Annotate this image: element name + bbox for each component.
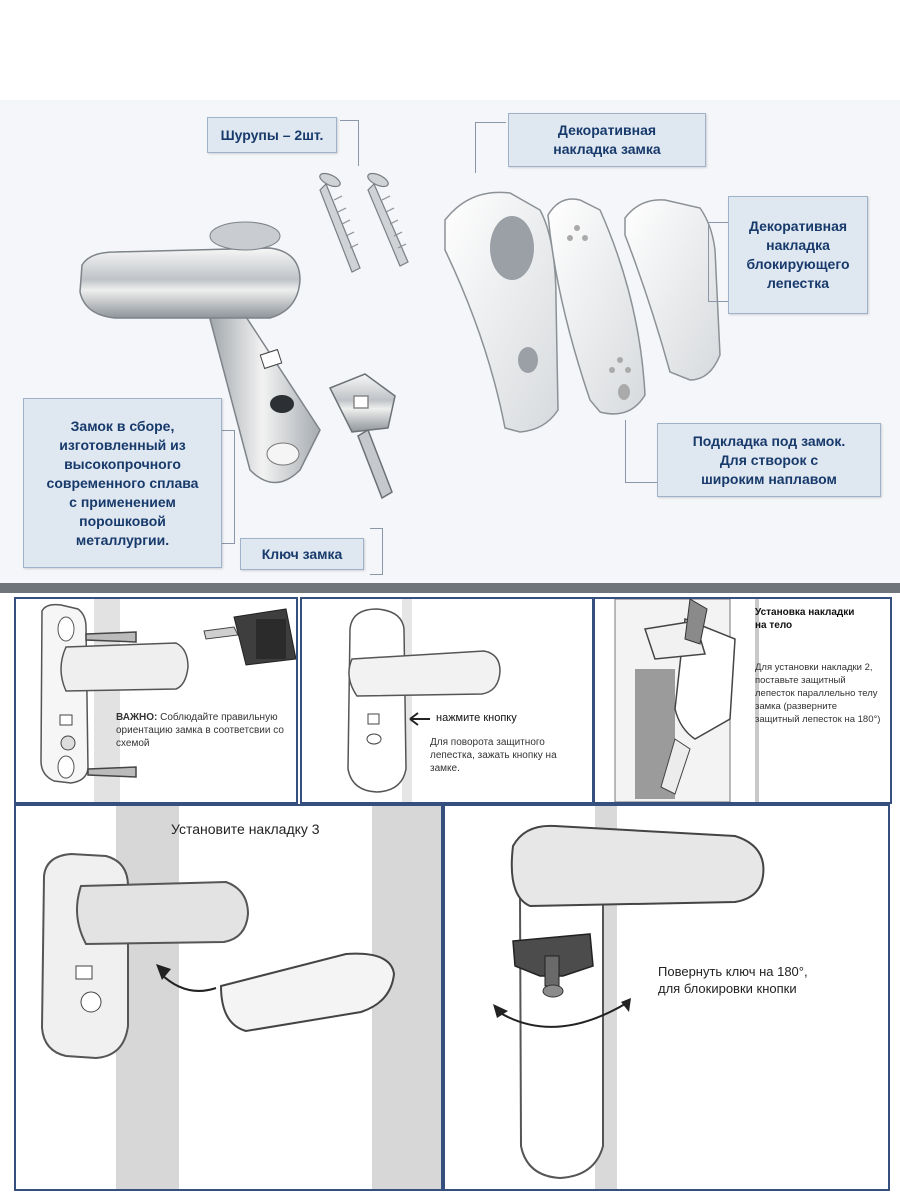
callout-key xyxy=(240,538,364,570)
callout-lock-assembly-text: Замок в сборе, изготовленный из высокопрочного современного сплава с применением порошковой металлургии. xyxy=(46,417,199,548)
step-panel-5 xyxy=(443,804,890,1191)
callout-screws-text: Шурупы – 2шт. xyxy=(220,126,324,143)
leader-screws xyxy=(340,120,359,166)
section-divider xyxy=(0,583,900,593)
lock-spindle-shape xyxy=(210,222,280,250)
step4-illustration xyxy=(16,806,441,1189)
step3-title: Установка накладки на тело xyxy=(755,607,855,631)
step2-description: Для поворота защитного лепестка, зажать кнопку на замке. xyxy=(430,737,557,774)
leader-petal xyxy=(708,222,729,302)
key-drawing xyxy=(330,374,395,498)
step1-illustration xyxy=(16,599,296,802)
step-panel-3 xyxy=(593,597,892,804)
callout-lock-assembly xyxy=(23,398,222,568)
callout-underlay xyxy=(657,423,881,497)
deco-lock-cover-drawing xyxy=(445,192,558,432)
leader-lock xyxy=(222,430,235,544)
callout-deco-lock-cover-text: Декоративная накладка замка xyxy=(553,122,661,157)
callout-underlay-text: Подкладка под замок. Для створок с широким наплавом xyxy=(692,432,846,487)
leader-key xyxy=(370,528,383,575)
callout-deco-petal-cover-text: Декоративная накладка блокирующего лепестка xyxy=(746,218,850,291)
callout-deco-lock-cover xyxy=(508,113,706,167)
callout-screws xyxy=(207,117,337,153)
step-panel-4 xyxy=(14,804,443,1191)
leader-underlay xyxy=(625,420,658,483)
lock-keyhole-shape xyxy=(270,395,294,413)
screws-drawing xyxy=(318,171,408,272)
step-panel-1 xyxy=(14,597,298,804)
step1-important-bold: ВАЖНО: xyxy=(116,712,158,723)
step5-text: Повернуть ключ на 180°, для блокировки кнопки xyxy=(658,964,808,996)
callout-key-text: Ключ замка xyxy=(261,545,343,562)
step2-press-button: нажмите кнопку xyxy=(436,712,517,724)
leader-lock-cover xyxy=(475,122,506,173)
lock-lever-shape xyxy=(80,248,300,318)
step-panel-2 xyxy=(300,597,594,804)
callout-deco-petal-cover xyxy=(728,196,868,314)
step1-important xyxy=(116,711,291,750)
step3-description: Для установки накладки 2, поставьте защитный лепесток параллельно телу замка (разверните защитный лепесток на 180°) xyxy=(755,662,881,725)
step4-title: Установите накладку 3 xyxy=(171,821,320,837)
step1-important-text: Соблюдайте правильную ориентацию замка в соответсвии со схемой xyxy=(116,712,284,749)
lock-screw-hole-shape xyxy=(267,443,299,465)
step5-illustration xyxy=(445,806,888,1189)
